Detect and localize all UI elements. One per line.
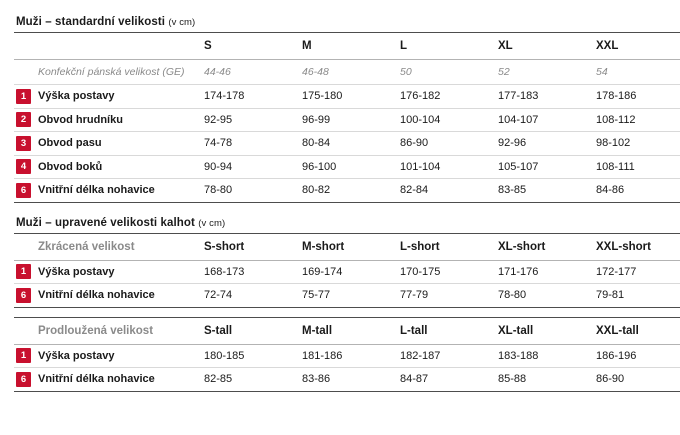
table-header-row <box>14 33 680 60</box>
badge-number-icon: 6 <box>16 183 31 198</box>
cell-value: 92-96 <box>496 132 594 156</box>
column-header-s-short: S-short <box>202 233 300 260</box>
row-label-waist <box>14 132 202 156</box>
cell-confection-xxl: 54 <box>594 60 680 85</box>
cell-value: 83-85 <box>496 179 594 203</box>
cell-value: 100-104 <box>398 108 496 132</box>
section-standard-sizes <box>14 16 666 203</box>
row-label-text: Obvod hrudníku <box>38 113 123 126</box>
column-header-xl: XL <box>496 33 594 60</box>
cell-value: 105-107 <box>496 155 594 179</box>
cell-value: 80-84 <box>300 132 398 156</box>
cell-confection-xl: 52 <box>496 60 594 85</box>
cell-value: 92-95 <box>202 108 300 132</box>
row-label-chest <box>14 108 202 132</box>
column-header-l-tall: L-tall <box>398 317 496 344</box>
section-title-adjusted-text: Muži – upravené velikosti kalhot <box>16 216 195 229</box>
table-header-row-short <box>14 233 680 260</box>
cell-confection-s: 44-46 <box>202 60 300 85</box>
column-header-l: L <box>398 33 496 60</box>
cell-value: 176-182 <box>398 85 496 109</box>
badge-number-icon: 1 <box>16 89 31 104</box>
cell-value: 90-94 <box>202 155 300 179</box>
row-label-text: Výška postavy <box>38 265 115 278</box>
row-label-text: Obvod pasu <box>38 137 102 150</box>
row-label-inseam <box>14 179 202 203</box>
table-row <box>14 344 680 368</box>
cell-value: 85-88 <box>496 368 594 392</box>
row-label-text: Vnitřní délka nohavice <box>38 373 155 386</box>
section-title-standard-text: Muži – standardní velikosti <box>16 16 166 28</box>
cell-value: 83-86 <box>300 368 398 392</box>
row-label-height <box>14 85 202 109</box>
column-header-s-tall: S-tall <box>202 317 300 344</box>
cell-value: 182-187 <box>398 344 496 368</box>
cell-value: 78-80 <box>202 179 300 203</box>
header-label-tall <box>14 317 202 344</box>
cell-value: 172-177 <box>594 260 680 284</box>
cell-value: 177-183 <box>496 85 594 109</box>
column-header-m: M <box>300 33 398 60</box>
table-row <box>14 108 680 132</box>
badge-number-icon: 2 <box>16 112 31 127</box>
cell-value: 170-175 <box>398 260 496 284</box>
cell-value: 171-176 <box>496 260 594 284</box>
table-row <box>14 368 680 392</box>
section-title-standard <box>16 16 666 28</box>
row-label-text: Výška postavy <box>38 349 115 362</box>
section-adjusted-trouser-sizes <box>14 217 666 392</box>
cell-confection-m: 46-48 <box>300 60 398 85</box>
cell-value: 80-82 <box>300 179 398 203</box>
cell-value: 186-196 <box>594 344 680 368</box>
table-row-confection-size <box>14 60 680 85</box>
badge-number-icon: 6 <box>16 372 31 387</box>
cell-value: 96-100 <box>300 155 398 179</box>
row-label-height-short <box>14 260 202 284</box>
table-row <box>14 155 680 179</box>
cell-value: 168-173 <box>202 260 300 284</box>
table-spacer <box>14 307 680 317</box>
row-label-text: Výška postavy <box>38 90 115 103</box>
cell-value: 78-80 <box>496 284 594 308</box>
column-header-m-tall: M-tall <box>300 317 398 344</box>
cell-confection-l: 50 <box>398 60 496 85</box>
cell-value: 82-85 <box>202 368 300 392</box>
cell-value: 104-107 <box>496 108 594 132</box>
cell-value: 75-77 <box>300 284 398 308</box>
cell-value: 77-79 <box>398 284 496 308</box>
column-header-xxl-tall: XXL-tall <box>594 317 680 344</box>
section-unit-adjusted: (v cm) <box>198 217 226 229</box>
row-label-text: Vnitřní délka nohavice <box>38 184 155 197</box>
badge-number-icon: 1 <box>16 348 31 363</box>
table-header-row-tall <box>14 317 680 344</box>
cell-value: 169-174 <box>300 260 398 284</box>
cell-value: 178-186 <box>594 85 680 109</box>
column-header-xxl-short: XXL-short <box>594 233 680 260</box>
cell-value: 84-87 <box>398 368 496 392</box>
cell-value: 181-186 <box>300 344 398 368</box>
header-empty-cell <box>14 33 202 60</box>
row-label-inseam-tall <box>14 368 202 392</box>
cell-value: 180-185 <box>202 344 300 368</box>
header-label-tall-text: Prodloužená velikost <box>38 324 154 337</box>
cell-value: 174-178 <box>202 85 300 109</box>
row-label-text: Obvod boků <box>38 160 103 173</box>
cell-value: 74-78 <box>202 132 300 156</box>
section-unit-standard: (v cm) <box>168 17 196 28</box>
cell-value: 84-86 <box>594 179 680 203</box>
column-header-s: S <box>202 33 300 60</box>
badge-number-icon: 3 <box>16 136 31 151</box>
cell-value: 108-111 <box>594 155 680 179</box>
cell-value: 86-90 <box>594 368 680 392</box>
table-row <box>14 85 680 109</box>
header-label-short-text: Zkrácená velikost <box>38 240 135 253</box>
column-header-m-short: M-short <box>300 233 398 260</box>
cell-value: 96-99 <box>300 108 398 132</box>
column-header-xl-tall: XL-tall <box>496 317 594 344</box>
table-row <box>14 179 680 203</box>
column-header-xl-short: XL-short <box>496 233 594 260</box>
table-row <box>14 132 680 156</box>
row-label-text: Vnitřní délka nohavice <box>38 289 155 302</box>
badge-number-icon: 4 <box>16 159 31 174</box>
section-title-adjusted <box>16 217 666 229</box>
row-label-hips <box>14 155 202 179</box>
cell-value: 98-102 <box>594 132 680 156</box>
row-label-inseam-short <box>14 284 202 308</box>
cell-value: 82-84 <box>398 179 496 203</box>
header-label-short <box>14 233 202 260</box>
table-standard-sizes <box>14 32 680 203</box>
cell-value: 175-180 <box>300 85 398 109</box>
column-header-l-short: L-short <box>398 233 496 260</box>
cell-value: 183-188 <box>496 344 594 368</box>
cell-value: 72-74 <box>202 284 300 308</box>
cell-value: 101-104 <box>398 155 496 179</box>
badge-number-icon: 1 <box>16 264 31 279</box>
table-short-sizes <box>14 233 680 392</box>
table-row <box>14 260 680 284</box>
badge-number-icon: 6 <box>16 288 31 303</box>
row-label-height-tall <box>14 344 202 368</box>
cell-value: 86-90 <box>398 132 496 156</box>
table-row <box>14 284 680 308</box>
column-header-xxl: XXL <box>594 33 680 60</box>
cell-value: 108-112 <box>594 108 680 132</box>
row-label-confection: Konfekční pánská velikost (GE) <box>14 60 202 85</box>
cell-value: 79-81 <box>594 284 680 308</box>
